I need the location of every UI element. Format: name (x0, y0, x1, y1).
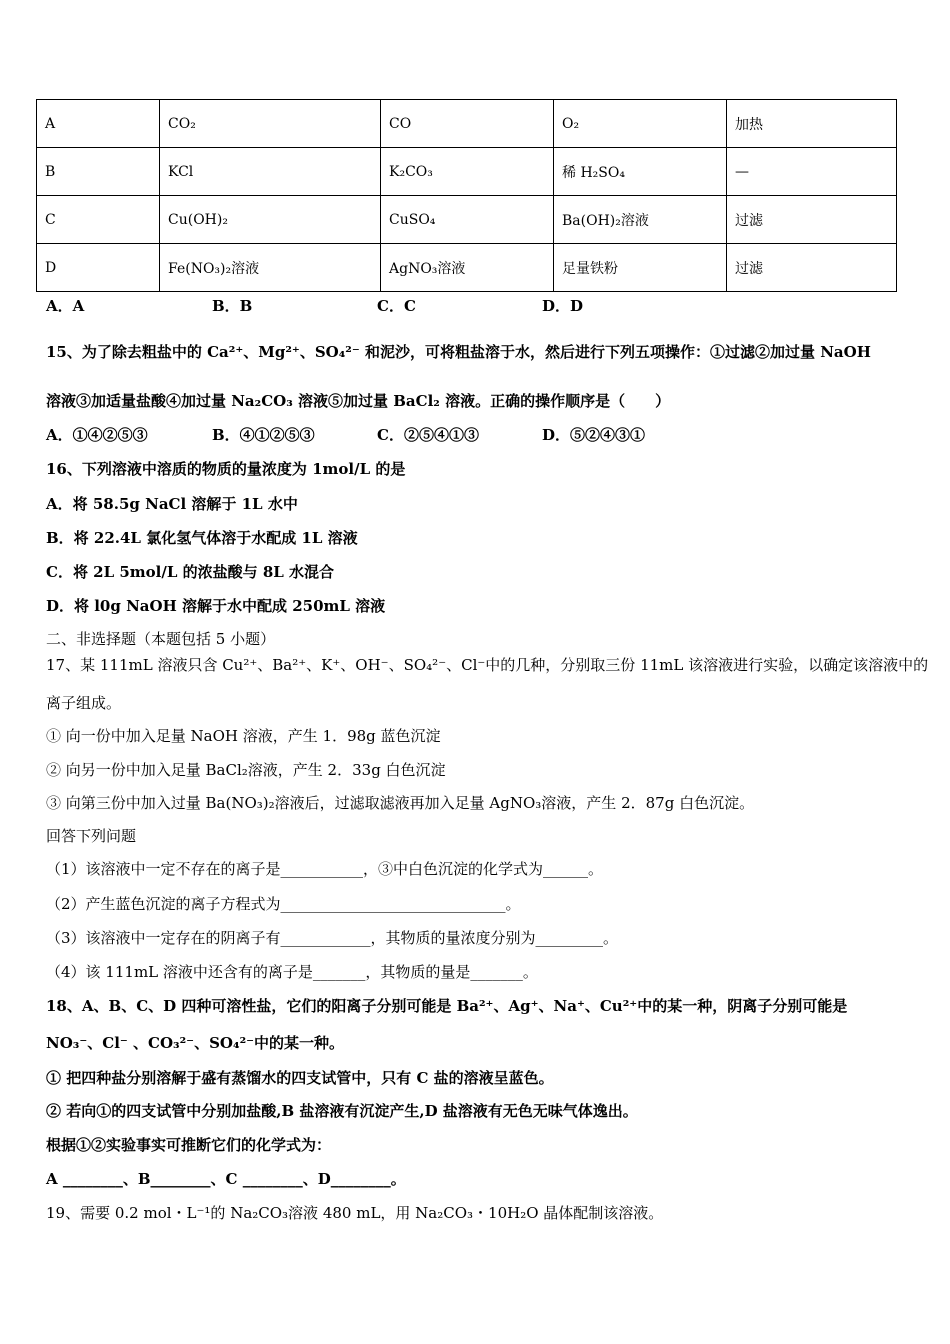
q18-answer-blanks: A ________、B________、C ________、D________。 (46, 1170, 406, 1188)
q18-line: 根据①②实验事实可推断它们的化学式为： (46, 1136, 332, 1154)
table-cell: 稀 H₂SO₄ (554, 148, 727, 196)
table-cell: AgNO₃溶液 (381, 244, 554, 292)
table-cell: 加热 (727, 100, 897, 148)
q17-line: 回答下列问题 (46, 827, 137, 845)
table-row (37, 196, 897, 244)
q14-option-a: A．A (46, 297, 85, 315)
section-heading: 二、非选择题（本题包括 5 小题） (46, 630, 276, 648)
table-cell: Cu(OH)₂ (160, 196, 381, 244)
q17-line: （4）该 111mL 溶液中还含有的离子是_______，其物质的量是_______。 (46, 963, 538, 981)
q17-line: 离子组成。 (46, 694, 122, 712)
q18-line: NO₃⁻、Cl⁻ 、CO₃²⁻、SO₄²⁻中的某一种。 (46, 1034, 345, 1052)
q16-option-d: D．将 l0g NaOH 溶解于水中配成 250mL 溶液 (46, 597, 386, 615)
table-cell: C (37, 196, 160, 244)
table-cell: 过滤 (727, 244, 897, 292)
reagent-table (36, 99, 897, 292)
table-cell: CO (381, 100, 554, 148)
table-cell: A (37, 100, 160, 148)
table-cell: B (37, 148, 160, 196)
q18-line: ① 把四种盐分别溶解于盛有蒸馏水的四支试管中，只有 C 盐的溶液呈蓝色。 (46, 1069, 554, 1087)
q17-line: ① 向一份中加入足量 NaOH 溶液，产生 1．98g 蓝色沉淀 (46, 727, 441, 745)
q17-line: （2）产生蓝色沉淀的离子方程式为______________________________。 (46, 895, 521, 913)
q15-option-b: B．④①②⑤③ (212, 426, 315, 444)
q15-stem-line2: 溶液③加适量盐酸④加过量 Na₂CO₃ 溶液⑤加过量 BaCl₂ 溶液。正确的操作顺序是（ ） (46, 392, 671, 410)
table-cell: D (37, 244, 160, 292)
q17-line: 17、某 111mL 溶液只含 Cu²⁺、Ba²⁺、K⁺、OH⁻、SO₄²⁻、Cl⁻中的几种，分别取三份 11mL 该溶液进行实验，以确定该溶液中的 (46, 656, 929, 674)
table-cell: Fe(NO₃)₂溶液 (160, 244, 381, 292)
q16-stem: 16、下列溶液中溶质的物质的量浓度为 1mol/L 的是 (46, 460, 406, 478)
q16-option-c: C．将 2L 5mol/L 的浓盐酸与 8L 水混合 (46, 563, 335, 581)
table-cell: K₂CO₃ (381, 148, 554, 196)
q17-line: ③ 向第三份中加入过量 Ba(NO₃)₂溶液后，过滤取滤液再加入足量 AgNO₃溶液，产生 2．87g 白色沉淀。 (46, 794, 755, 812)
q16-option-a: A．将 58.5g NaCl 溶解于 1L 水中 (46, 495, 298, 513)
q14-option-c: C．C (377, 297, 416, 315)
q17-line: ② 向另一份中加入足量 BaCl₂溶液，产生 2．33g 白色沉淀 (46, 761, 446, 779)
table-cell: 足量铁粉 (554, 244, 727, 292)
table-cell: Ba(OH)₂溶液 (554, 196, 727, 244)
q14-option-b: B．B (212, 297, 253, 315)
q18-line: 18、A、B、C、D 四种可溶性盐，它们的阳离子分别可能是 Ba²⁺、Ag⁺、Na⁺、Cu²⁺中的某一种，阴离子分别可能是 (46, 997, 848, 1015)
table-cell: 过滤 (727, 196, 897, 244)
q17-line: （1）该溶液中一定不存在的离子是___________，③中白色沉淀的化学式为______。 (46, 860, 604, 878)
q18-line: ② 若向①的四支试管中分别加盐酸,B 盐溶液有沉淀产生,D 盐溶液有无色无味气体逸出。 (46, 1102, 638, 1120)
table-row (37, 148, 897, 196)
q15-stem-line1: 15、为了除去粗盐中的 Ca²⁺、Mg²⁺、SO₄²⁻ 和泥沙，可将粗盐溶于水，然后进行下列五项操作：①过滤②加过量 NaOH (46, 343, 871, 361)
table-row (37, 244, 897, 292)
q16-option-b: B．将 22.4L 氯化氢气体溶于水配成 1L 溶液 (46, 529, 358, 547)
table-cell: CO₂ (160, 100, 381, 148)
q14-option-d: D．D (542, 297, 584, 315)
q19-stem: 19、需要 0.2 mol・L⁻¹的 Na₂CO₃溶液 480 mL，用 Na₂CO₃・10H₂O 晶体配制该溶液。 (46, 1204, 664, 1222)
q15-option-c: C．②⑤④①③ (377, 426, 479, 444)
table-row (37, 100, 897, 148)
table-cell: O₂ (554, 100, 727, 148)
q17-line: （3）该溶液中一定存在的阴离子有____________，其物质的量浓度分别为_________。 (46, 929, 619, 947)
q15-option-d: D．⑤②④③① (542, 426, 646, 444)
q15-option-a: A．①④②⑤③ (46, 426, 148, 444)
table-cell: CuSO₄ (381, 196, 554, 244)
table-cell: — (727, 148, 897, 196)
table-cell: KCl (160, 148, 381, 196)
